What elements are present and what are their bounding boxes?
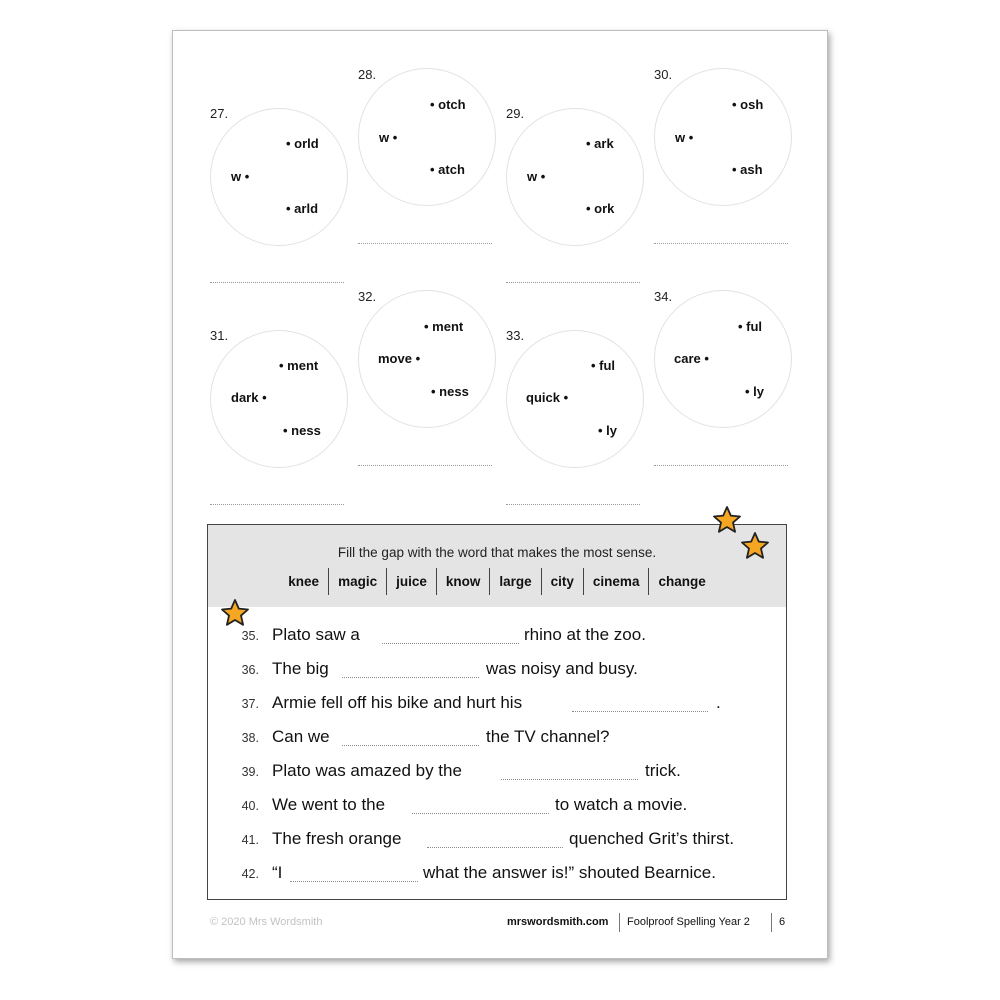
book-title: Foolproof Spelling Year 2 [627, 916, 750, 928]
answer-gap[interactable] [342, 745, 479, 746]
question-number: 31. [210, 328, 229, 343]
sentence-end: the TV channel? [486, 727, 610, 746]
sentence-end: to watch a movie. [555, 795, 688, 814]
word-bank-item: cinema [583, 568, 649, 595]
word-ending: • ful [591, 358, 616, 373]
word-stem: w • [231, 169, 250, 184]
word-bank-item: large [489, 568, 540, 595]
sentence-start: “I [272, 863, 283, 882]
word-ending: • atch [430, 162, 465, 177]
word-ending: • arld [286, 201, 319, 216]
question-number: 32. [358, 289, 377, 304]
sentence-number: 37. [241, 697, 259, 711]
star-icon [740, 531, 770, 561]
sentence-number: 40. [241, 799, 259, 813]
word-ending: • ly [598, 423, 618, 438]
footer-divider [619, 913, 620, 932]
answer-line[interactable] [654, 243, 788, 244]
word-ending: • otch [430, 97, 466, 112]
answer-gap[interactable] [412, 813, 549, 814]
word-ending: • ly [745, 384, 765, 399]
sentence-number: 36. [241, 663, 259, 677]
word-ending: • ark [586, 136, 614, 151]
word-stem: dark • [231, 390, 267, 405]
word-ending: • osh [732, 97, 764, 112]
sentence-number: 41. [241, 833, 259, 847]
star-icon [712, 505, 742, 535]
answer-gap[interactable] [572, 711, 708, 712]
word-stem: quick • [526, 390, 569, 405]
question-number: 29. [506, 106, 525, 121]
website-link[interactable]: mrswordsmith.com [507, 916, 609, 928]
word-bank-item: magic [328, 568, 386, 595]
word-ending: • ork [586, 201, 615, 216]
question-number: 27. [210, 106, 229, 121]
answer-line[interactable] [506, 504, 640, 505]
word-bank-item: city [541, 568, 583, 595]
sentence-number: 42. [241, 867, 259, 881]
sentence-number: 38. [241, 731, 259, 745]
question-number: 30. [654, 67, 673, 82]
word-bank-item: change [648, 568, 714, 595]
sentence-number: 35. [241, 629, 259, 643]
answer-gap[interactable] [382, 643, 519, 644]
answer-line[interactable] [210, 282, 344, 283]
word-bank-item: knee [288, 574, 320, 589]
word-ending: • ash [732, 162, 763, 177]
word-ending: • ment [424, 319, 464, 334]
word-ending: • ness [431, 384, 469, 399]
sentence-start: Plato saw a [272, 625, 360, 644]
star-icon [220, 598, 250, 628]
sentence-end: rhino at the zoo. [524, 625, 646, 644]
sentence-start: Plato was amazed by the [272, 761, 462, 780]
question-number: 28. [358, 67, 377, 82]
question-number: 33. [506, 328, 525, 343]
sentence-end: trick. [645, 761, 681, 780]
sentence-end: what the answer is!” shouted Bearnice. [423, 863, 716, 882]
word-stem: w • [675, 130, 694, 145]
answer-line[interactable] [654, 465, 788, 466]
sentence-start: The big [272, 659, 329, 678]
word-stem: w • [379, 130, 398, 145]
word-stem: care • [674, 351, 709, 366]
answer-gap[interactable] [342, 677, 479, 678]
word-stem: w • [527, 169, 546, 184]
word-bank-item: know [436, 568, 490, 595]
answer-line[interactable] [210, 504, 344, 505]
sentence-end: quenched Grit’s thirst. [569, 829, 735, 848]
word-bank-item: juice [386, 568, 436, 595]
sentence-start: Armie fell off his bike and hurt his [272, 693, 523, 712]
answer-line[interactable] [358, 465, 492, 466]
answer-gap[interactable] [290, 881, 418, 882]
sentence-start: Can we [272, 727, 330, 746]
page-number: 6 [779, 916, 786, 928]
question-number: 34. [654, 289, 673, 304]
word-ending: • ness [283, 423, 321, 438]
sentence-end: . [716, 693, 721, 712]
sentence-start: The fresh orange [272, 829, 402, 848]
answer-gap[interactable] [501, 779, 638, 780]
sentence-end: was noisy and busy. [486, 659, 638, 678]
footer-divider [771, 913, 772, 932]
word-ending: • ment [279, 358, 319, 373]
copyright: © 2020 Mrs Wordsmith [210, 916, 323, 928]
instruction-text: Fill the gap with the word that makes the most sense. [337, 545, 657, 560]
sentence-number: 39. [241, 765, 259, 779]
answer-gap[interactable] [427, 847, 563, 848]
sentence-start: We went to the [272, 795, 386, 814]
word-ending: • orld [286, 136, 319, 151]
answer-line[interactable] [358, 243, 492, 244]
word-bank-banner [208, 525, 786, 607]
answer-line[interactable] [506, 282, 640, 283]
word-bank [208, 568, 786, 595]
word-ending: • ful [738, 319, 763, 334]
word-stem: move • [378, 351, 421, 366]
